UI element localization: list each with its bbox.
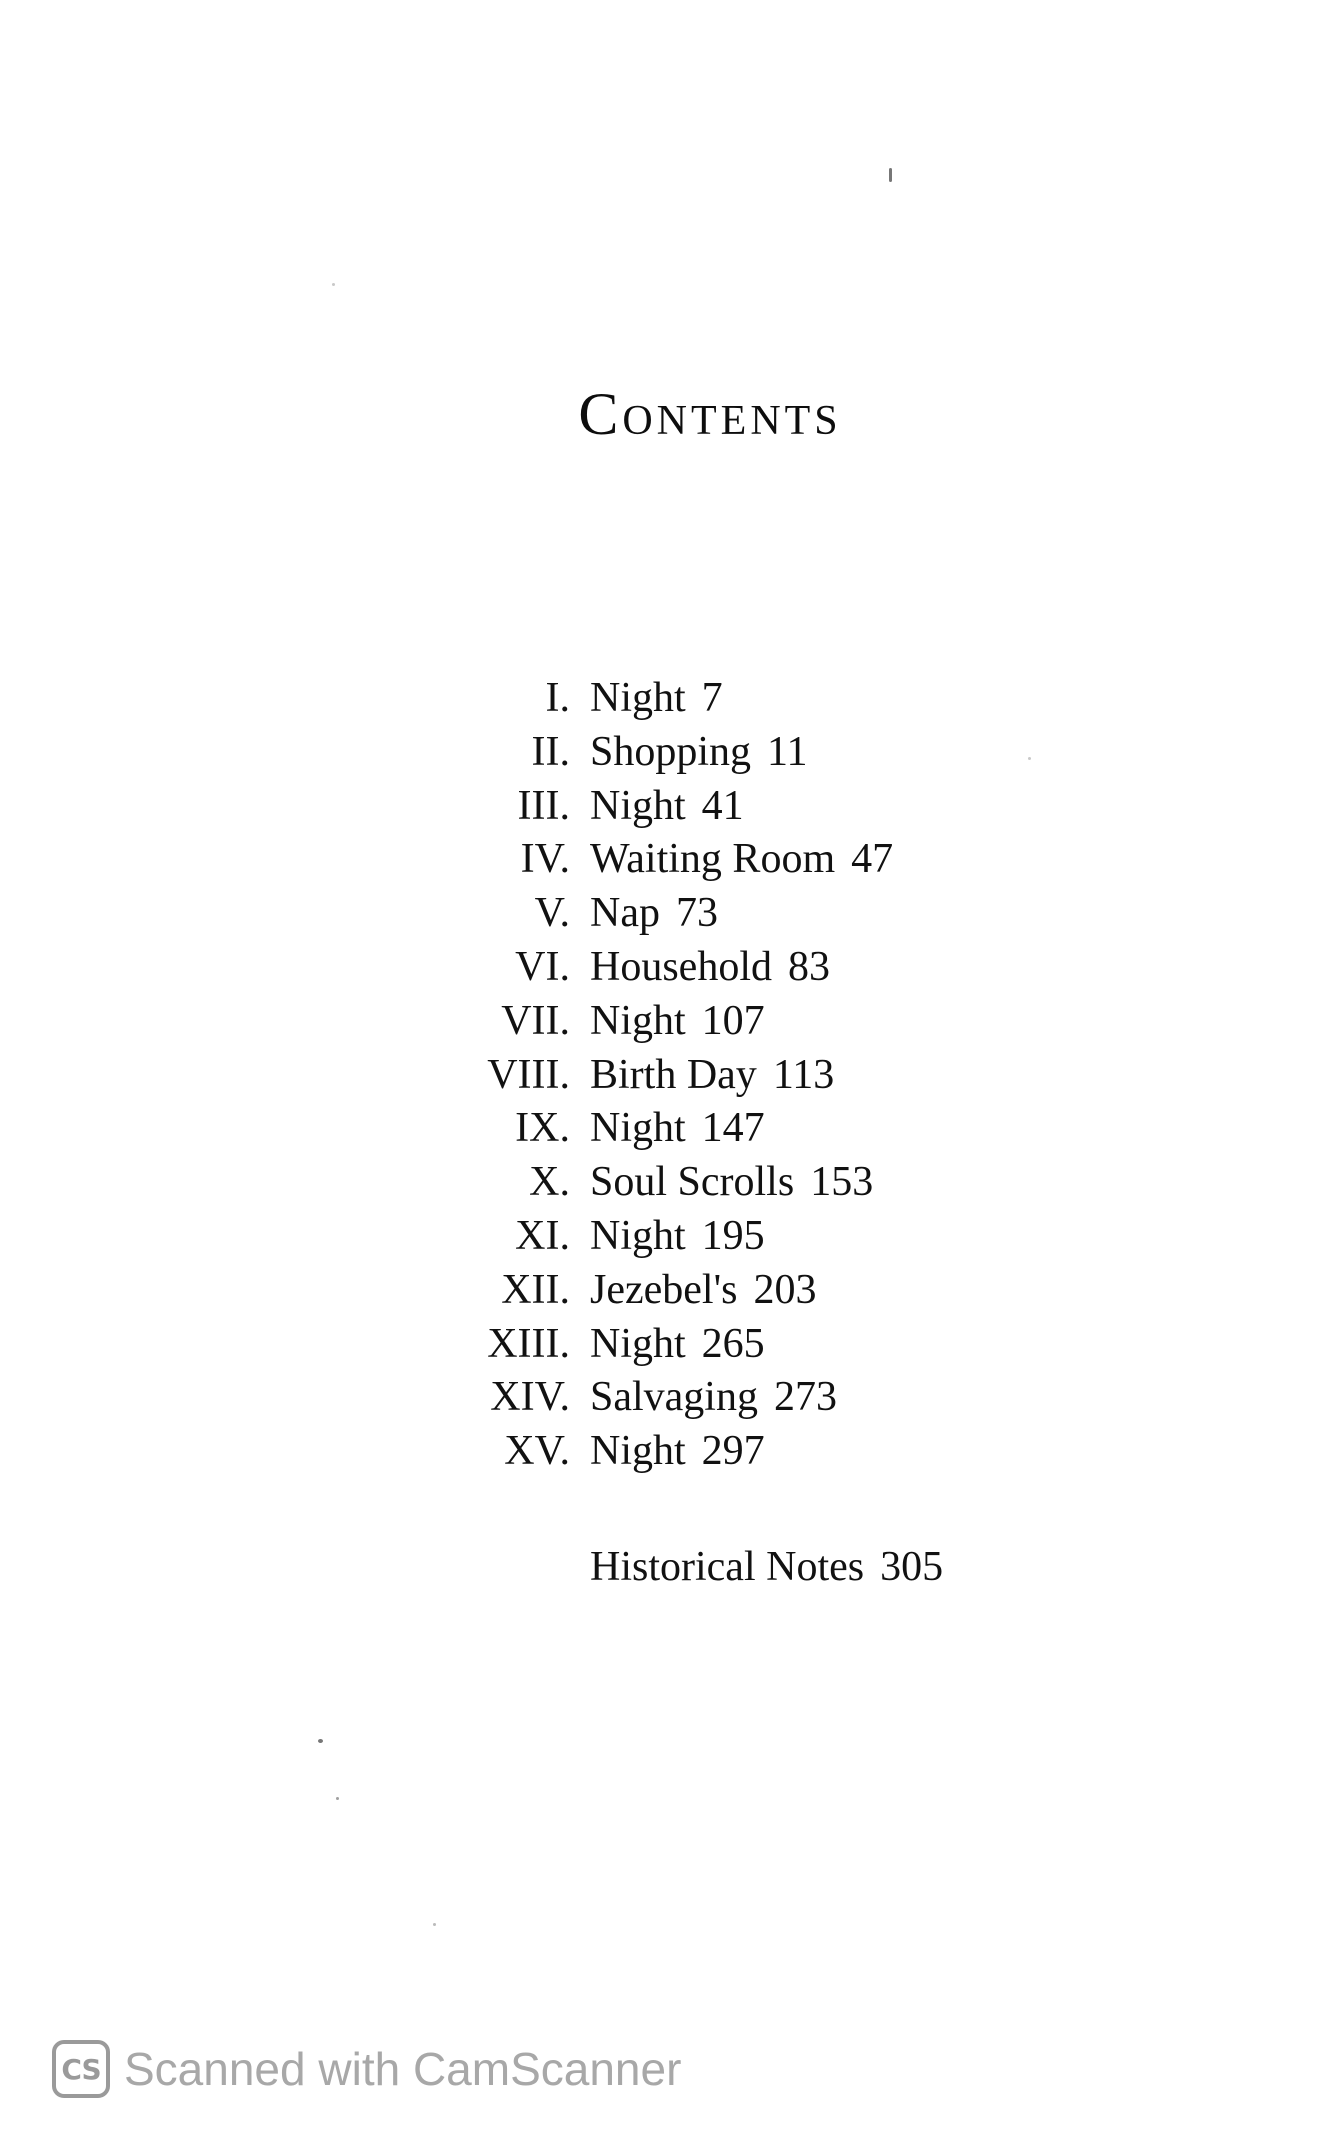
scan-speck — [889, 168, 892, 182]
table-of-contents — [0, 672, 1344, 1479]
chapter-numeral: XIV. — [490, 1374, 570, 1421]
chapter-title: Night — [590, 1212, 686, 1259]
toc-entry — [0, 995, 1344, 1049]
chapter-numeral: I. — [545, 675, 570, 721]
toc-entry — [0, 1210, 1344, 1264]
chapter-title: Household — [590, 943, 772, 990]
toc-entry — [0, 726, 1344, 780]
page-number: 107 — [701, 997, 765, 1044]
scan-speck — [318, 1739, 323, 1743]
chapter-numeral: VIII. — [487, 1051, 570, 1098]
chapter-title: Nap — [590, 890, 660, 937]
page-number: 41 — [701, 782, 744, 829]
chapter-numeral: VI. — [515, 943, 570, 990]
toc-entry — [0, 833, 1344, 887]
toc-entry — [0, 887, 1344, 941]
toc-entry — [0, 1102, 1344, 1156]
page-number: 297 — [701, 1428, 765, 1475]
toc-entry — [0, 1049, 1344, 1103]
scan-speck — [1028, 757, 1031, 760]
chapter-title: Night — [590, 1428, 686, 1475]
page-number: 73 — [675, 890, 718, 937]
chapter-numeral: XV. — [504, 1428, 570, 1475]
page-number: 7 — [701, 675, 723, 721]
toc-entry — [0, 1156, 1344, 1210]
toc-entry — [0, 780, 1344, 834]
page-number: 83 — [788, 943, 830, 990]
page-number: 47 — [851, 836, 894, 883]
toc-entry — [0, 1318, 1344, 1372]
toc-entry-historical-notes — [590, 1540, 943, 1594]
chapter-title: Night — [590, 1105, 686, 1152]
chapter-numeral: V. — [534, 890, 570, 937]
chapter-numeral: III. — [517, 782, 570, 829]
toc-entry — [0, 1371, 1344, 1425]
camscanner-logo-icon: CS — [52, 2040, 110, 2098]
scan-speck — [433, 1923, 436, 1926]
chapter-title: Jezebel's — [590, 1266, 738, 1313]
chapter-title: Salvaging — [590, 1374, 758, 1421]
chapter-numeral: X. — [529, 1159, 570, 1206]
toc-entry — [0, 1264, 1344, 1318]
watermark-text: Scanned with CamScanner — [124, 2043, 682, 2095]
chapter-title: Waiting Room — [590, 836, 836, 883]
chapter-title: Soul Scrolls — [590, 1159, 795, 1206]
page-number: 265 — [701, 1320, 765, 1367]
toc-entry — [0, 672, 1344, 726]
chapter-numeral: VII. — [501, 997, 570, 1044]
chapter-title: Night — [590, 997, 686, 1044]
page-number: 203 — [753, 1266, 817, 1313]
page-number: 153 — [810, 1159, 874, 1206]
chapter-title: Birth Day — [590, 1051, 757, 1098]
camscanner-watermark — [52, 2034, 681, 2104]
chapter-title: Night — [590, 675, 686, 721]
chapter-numeral: XI. — [515, 1212, 570, 1259]
scan-speck — [332, 283, 335, 286]
toc-entry — [0, 941, 1344, 995]
chapter-numeral: IX. — [515, 1105, 570, 1152]
scan-speck — [336, 1797, 339, 1800]
page-title: Contents — [578, 381, 842, 447]
chapter-title: Night — [590, 782, 686, 829]
chapter-title: Night — [590, 1320, 686, 1367]
chapter-numeral: IV. — [520, 836, 570, 883]
chapter-numeral: II. — [531, 728, 570, 775]
page-number: 195 — [701, 1212, 765, 1259]
chapter-title: Shopping — [590, 728, 752, 775]
page-number: 273 — [773, 1374, 837, 1421]
notes-page-number: 305 — [880, 1544, 944, 1590]
toc-entry — [0, 1425, 1344, 1479]
page-number: 147 — [701, 1105, 765, 1152]
notes-title: Historical Notes — [590, 1544, 865, 1590]
chapter-numeral: XIII. — [487, 1320, 570, 1367]
chapter-numeral: XII. — [501, 1266, 570, 1313]
page-number: 11 — [767, 728, 808, 775]
page-number: 113 — [772, 1051, 835, 1098]
